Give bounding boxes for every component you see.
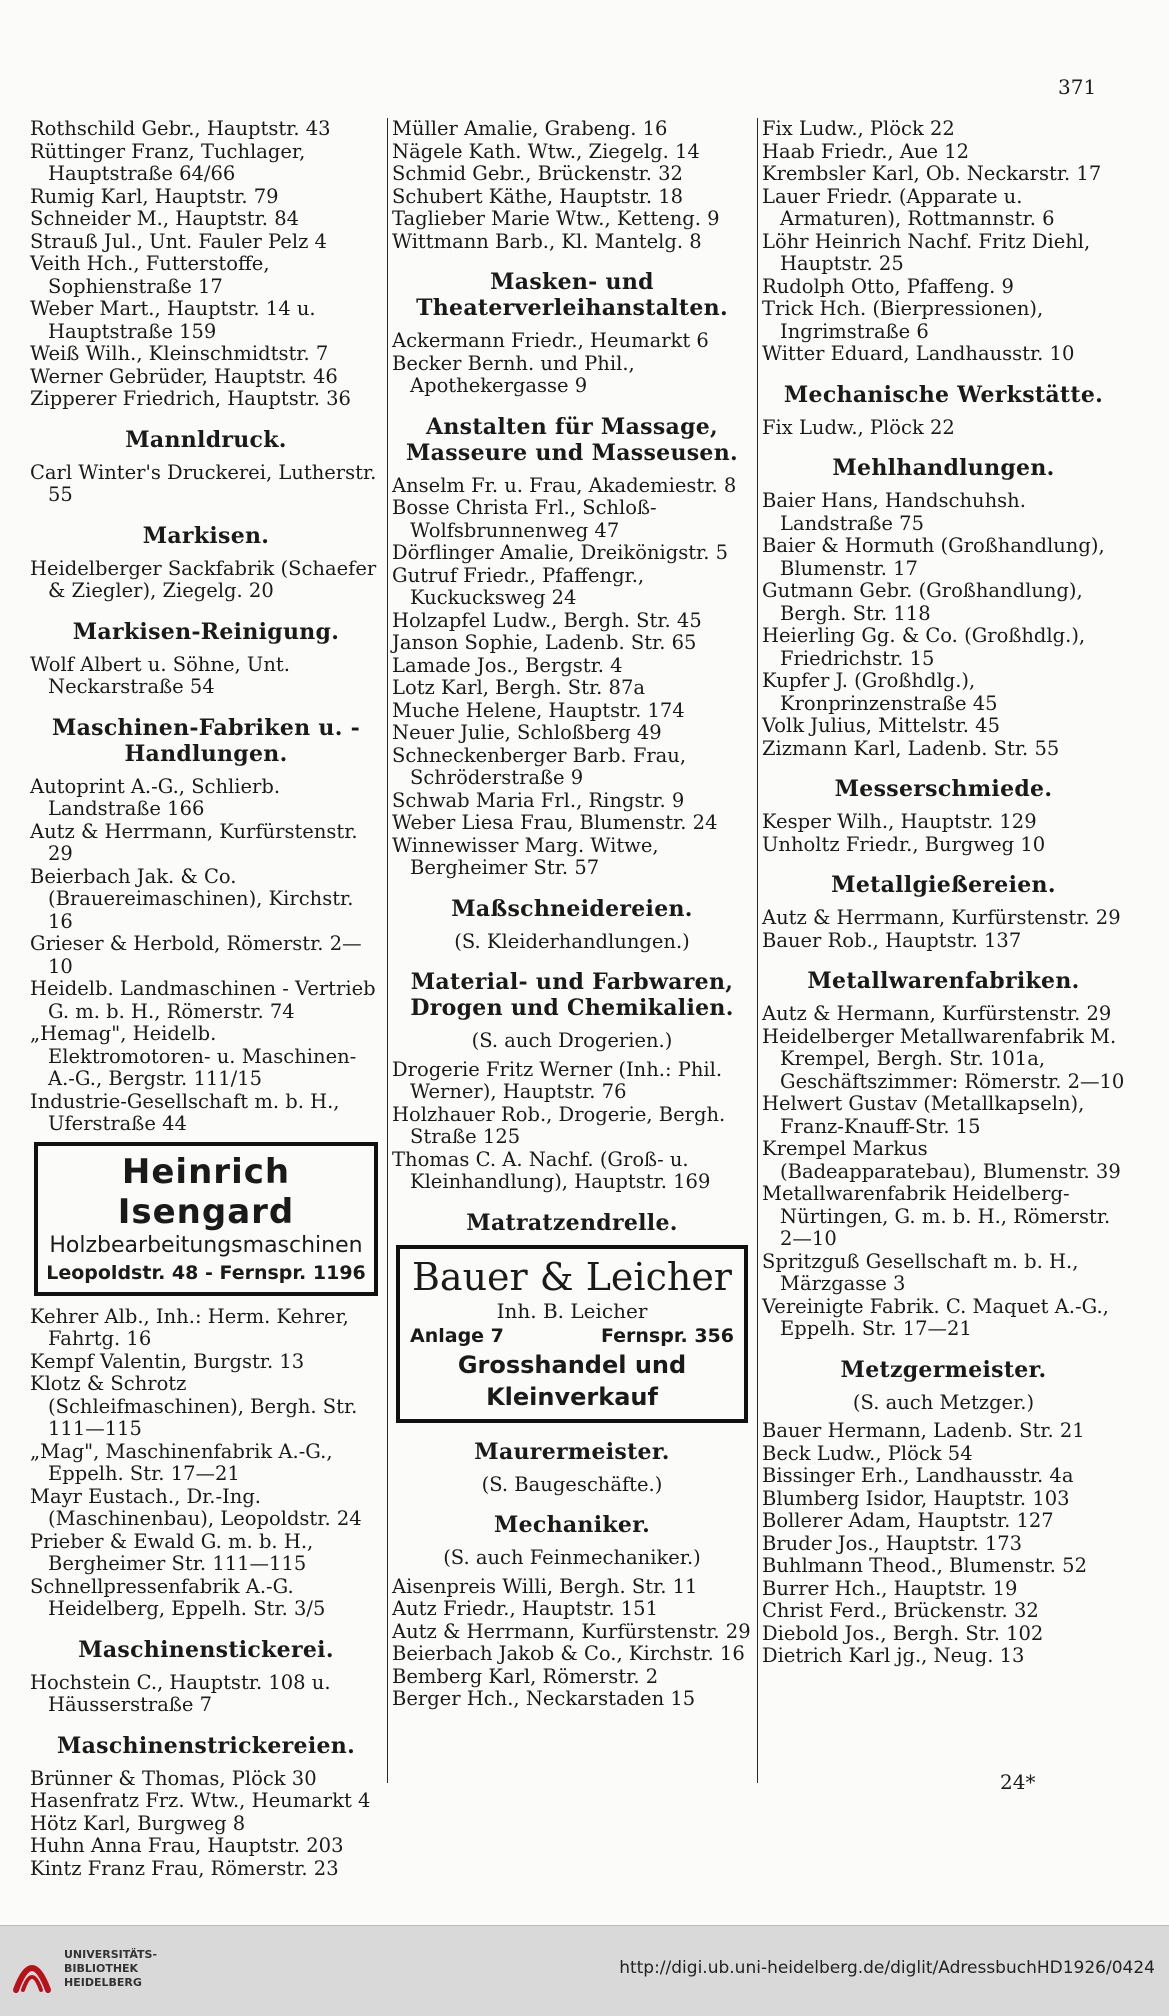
directory-entry: Löhr Heinrich Nachf. Fritz Diehl, Hauptstr. 25: [762, 229, 1091, 275]
category-heading: Mechanische Werkstätte.: [783, 381, 1104, 408]
directory-entry: Berger Hch., Neckarstaden 15: [392, 1687, 696, 1710]
library-name[interactable]: [64, 1948, 157, 1990]
directory-entry: Spritzguß Gesellschaft m. b. H., Märzgasse 3: [762, 1249, 1079, 1295]
directory-entry: Anselm Fr. u. Frau, Akademiestr. 8: [392, 473, 737, 497]
directory-entry: Veith Hch., Futterstoffe, Sophienstraße 17: [30, 252, 270, 298]
directory-entry: Wittmann Barb., Kl. Mantelg. 8: [392, 229, 702, 253]
directory-entry: Fix Ludw., Plöck 22: [762, 117, 955, 140]
directory-entry: Hasenfratz Frz. Wtw., Heumarkt 4: [30, 1789, 371, 1812]
cross-reference-note: (S. Baugeschäfte.): [481, 1472, 663, 1496]
directory-entry: „Mag", Maschinenfabrik A.-G., Eppelh. Str. 17—21: [30, 1439, 333, 1485]
directory-entry: Gutruf Friedr., Pfaffengr., Kuckucksweg 24: [392, 563, 645, 609]
cross-reference-note: (S. auch Feinmechaniker.): [443, 1546, 701, 1569]
directory-entry: Hochstein C., Hauptstr. 108 u. Häusserstraße 7: [30, 1670, 331, 1716]
directory-entry: Kesper Wilh., Hauptstr. 129: [762, 810, 1037, 833]
column-divider: [757, 118, 758, 1783]
directory-entry: Muche Helene, Hauptstr. 174: [392, 698, 685, 722]
category-heading: Maschinen-Fabriken u. -Handlungen.: [51, 714, 361, 767]
ad-owner-line: Inh. B. Leicher: [496, 1298, 648, 1323]
directory-entry: Wolf Albert u. Söhne, Unt. Neckarstraße 54: [30, 652, 290, 698]
directory-entry: Dietrich Karl jg., Neug. 13: [762, 1644, 1025, 1667]
directory-entry: Burrer Hch., Hauptstr. 19: [762, 1576, 1018, 1600]
directory-entry: Autz & Hermann, Kurfürstenstr. 29: [762, 1002, 1112, 1025]
directory-entry: Autz & Herrmann, Kurfürstenstr. 29: [762, 906, 1121, 929]
directory-entry: Kehrer Alb., Inh.: Herm. Kehrer, Fahrtg. 16: [30, 1304, 349, 1350]
ad-tagline: Holzbearbeitungsmaschinen: [49, 1232, 363, 1258]
directory-entry: Industrie-Gesellschaft m. b. H., Uferstraße 44: [30, 1089, 340, 1135]
directory-entry: Helwert Gustav (Metallkapseln), Franz-Knauff-Str. 15: [762, 1092, 1085, 1138]
directory-entry: Kintz Franz Frau, Römerstr. 23: [30, 1856, 339, 1880]
ad-contact-line: Leopoldstr. 48 - Fernspr. 1196: [46, 1261, 366, 1284]
directory-sheet: [30, 117, 1125, 1880]
directory-entry: Lauer Friedr. (Apparate u. Armaturen), Rottmannstr. 6: [762, 184, 1055, 230]
category-heading: Mechaniker.: [493, 1512, 651, 1538]
advertisement-box: [396, 1245, 748, 1423]
directory-entry: Beierbach Jak. & Co. (Brauereimaschinen), Kirchstr. 16: [30, 864, 354, 933]
ad-phone: Fernspr. 356: [600, 1324, 734, 1347]
directory-entry: Rumig Karl, Hauptstr. 79: [30, 184, 279, 208]
directory-entry: Beck Ludw., Plöck 54: [762, 1441, 973, 1465]
cross-reference-note: (S. auch Drogerien.): [471, 1029, 673, 1052]
category-heading: Masken- und Theaterverleihanstalten.: [416, 269, 728, 321]
page-signature: 24*: [1000, 1770, 1036, 1794]
viewer-footer: [0, 1925, 1169, 2016]
directory-entry: Heidelberger Metallwarenfabrik M. Krempel, Bergh. Str. 101a, Geschäftszimmer: Römerstr. 2—10: [762, 1024, 1125, 1093]
directory-entry: Carl Winter's Druckerei, Lutherstr. 55: [30, 460, 377, 506]
directory-entry: Baier & Hormuth (Großhandlung), Blumenstr. 17: [762, 534, 1105, 580]
ad-address: Anlage 7: [410, 1324, 504, 1347]
directory-entry: Diebold Jos., Bergh. Str. 102: [762, 1621, 1044, 1645]
category-heading: Mehlhandlungen.: [832, 455, 1055, 481]
directory-entry: Heidelberger Sackfabrik (Schaefer & Ziegler), Ziegelg. 20: [30, 556, 377, 602]
ad-company-name: Heinrich Isengard: [117, 1151, 295, 1232]
column-3: [762, 118, 1125, 1783]
directory-entry: Mayr Eustach., Dr.-Ing. (Maschinenbau), Leopoldstr. 24: [30, 1484, 362, 1530]
directory-entry: Huhn Anna Frau, Hauptstr. 203: [30, 1834, 344, 1857]
directory-entry: Hötz Karl, Burgweg 8: [30, 1811, 246, 1835]
directory-entry: Bauer Hermann, Ladenb. Str. 21: [762, 1419, 1085, 1442]
directory-entry: Autz Friedr., Hauptstr. 151: [392, 1597, 658, 1620]
category-heading: Anstalten für Massage, Masseure und Masseusen.: [406, 413, 738, 466]
category-heading: Matratzendrelle.: [466, 1209, 678, 1236]
directory-entry: Haab Friedr., Aue 12: [762, 139, 970, 163]
directory-entry: Autz & Herrmann, Kurfürstenstr. 29: [392, 1619, 751, 1643]
directory-entry: Krembsler Karl, Ob. Neckarstr. 17: [762, 162, 1102, 185]
directory-entry: Schubert Käthe, Hauptstr. 18: [392, 184, 684, 208]
directory-entry: Weiß Wilh., Kleinschmidtstr. 7: [30, 342, 329, 365]
ad-contact-line: [408, 1323, 736, 1349]
directory-entry: Kempf Valentin, Burgstr. 13: [30, 1349, 305, 1373]
directory-entry: Rüttinger Franz, Tuchlager, Hauptstraße 64/66: [30, 139, 306, 185]
directory-entry: Schmid Gebr., Brückenstr. 32: [392, 162, 683, 185]
directory-entry: Bosse Christa Frl., Schloß-Wolfsbrunnenweg 47: [392, 496, 657, 542]
category-heading: Messerschmiede.: [834, 776, 1053, 802]
directory-entry: Autz & Herrmann, Kurfürstenstr. 29: [30, 819, 358, 865]
cross-reference-note: (S. Kleiderhandlungen.): [454, 929, 690, 953]
directory-entry: Brünner & Thomas, Plöck 30: [30, 1766, 317, 1790]
directory-entry: Dörflinger Amalie, Dreikönigstr. 5: [392, 541, 729, 564]
directory-entry: Ackermann Friedr., Heumarkt 6: [392, 329, 709, 352]
directory-entry: Weber Liesa Frau, Blumenstr. 24: [392, 811, 718, 834]
directory-entry: Bruder Jos., Hauptstr. 173: [762, 1531, 1023, 1555]
category-heading: Metallgießereien.: [831, 872, 1056, 898]
directory-entry: Janson Sophie, Ladenb. Str. 65: [392, 631, 697, 654]
directory-entry: Thomas C. A. Nachf. (Groß- u. Kleinhandlung), Hauptstr. 169: [392, 1147, 711, 1193]
directory-entry: Zipperer Friedrich, Hauptstr. 36: [30, 387, 351, 410]
directory-entry: Bollerer Adam, Hauptstr. 127: [762, 1509, 1054, 1532]
directory-entry: Schneider M., Hauptstr. 84: [30, 207, 300, 230]
directory-entry: Bissinger Erh., Landhausstr. 4a: [762, 1464, 1074, 1487]
directory-entry: Fix Ludw., Plöck 22: [762, 415, 955, 439]
directory-entry: Schwab Maria Frl., Ringstr. 9: [392, 788, 685, 812]
category-heading: Maßschneidereien.: [451, 895, 693, 922]
directory-entry: Prieber & Ewald G. m. b. H., Bergheimer Str. 111—115: [30, 1529, 314, 1575]
library-name-line: HEIDELBERG: [64, 1976, 142, 1989]
category-heading: Maschinenstrickereien.: [56, 1732, 356, 1759]
directory-entry: Bauer Rob., Hauptstr. 137: [762, 928, 1022, 952]
directory-entry: Klotz & Schrotz (Schleifmaschinen), Bergh. Str. 111—115: [30, 1372, 358, 1440]
directory-entry: Buhlmann Theod., Blumenstr. 52: [762, 1554, 1087, 1577]
directory-entry: Christ Ferd., Brückenstr. 32: [762, 1599, 1039, 1622]
directory-entry: Heidelb. Landmaschinen - Vertrieb G. m. b. H., Römerstr. 74: [30, 977, 376, 1023]
directory-entry: Schnellpressenfabrik A.-G. Heidelberg, Eppelh. Str. 3/5: [30, 1574, 326, 1620]
directory-entry: Kupfer J. (Großhdlg.), Kronprinzenstraße 45: [762, 669, 998, 715]
category-heading: Metallwarenfabriken.: [807, 968, 1080, 994]
directory-entry: Holzhauer Rob., Drogerie, Bergh. Straße 125: [392, 1102, 726, 1148]
directory-entry: Werner Gebrüder, Hauptstr. 46: [30, 364, 338, 388]
directory-entry: Metallwarenfabrik Heidelberg-Nürtingen, G. m. b. H., Römerstr. 2—10: [762, 1182, 1111, 1250]
library-name-line: BIBLIOTHEK: [64, 1962, 139, 1975]
directory-entry: Nägele Kath. Wtw., Ziegelg. 14: [392, 139, 700, 163]
directory-entry: Trick Hch. (Bierpressionen), Ingrimstraße 6: [762, 297, 1044, 343]
library-name-line: UNIVERSITÄTS-: [64, 1948, 158, 1961]
directory-entry: Autoprint A.-G., Schlierb. Landstraße 166: [30, 774, 281, 820]
directory-entry: Holzapfel Ludw., Bergh. Str. 45: [392, 608, 702, 632]
category-heading: Material- und Farbwaren, Drogen und Chemikalien.: [410, 969, 734, 1021]
directory-entry: „Hemag", Heidelb. Elektromotoren- u. Maschinen-A.-G., Bergstr. 111/15: [30, 1022, 357, 1090]
column-2: [392, 118, 752, 1783]
directory-entry: Zizmann Karl, Ladenb. Str. 55: [762, 736, 1060, 760]
directory-entry: Strauß Jul., Unt. Fauler Pelz 4: [30, 229, 327, 253]
directory-entry: Vereinigte Fabrik. C. Maquet A.-G., Eppelh. Str. 17—21: [762, 1294, 1109, 1340]
directory-entry: Rudolph Otto, Pfaffeng. 9: [762, 274, 1014, 298]
directory-entry: Schneckenberger Barb. Frau, Schröderstraße 9: [392, 743, 687, 789]
ad-tagline: Grosshandel und Kleinverkauf: [457, 1350, 687, 1411]
permalink-url[interactable]: http://digi.ub.uni-heidelberg.de/diglit/AdressbuchHD1926/0424: [619, 1958, 1155, 1978]
directory-entry: Bemberg Karl, Römerstr. 2: [392, 1664, 659, 1688]
directory-entry: Lamade Jos., Bergstr. 4: [392, 653, 623, 677]
directory-entry: Volk Julius, Mittelstr. 45: [762, 714, 1000, 737]
directory-entry: Krempel Markus (Badeapparatebau), Blumenstr. 39: [762, 1137, 1121, 1183]
directory-entry: Müller Amalie, Grabeng. 16: [392, 117, 668, 140]
directory-entry: Witter Eduard, Landhausstr. 10: [762, 342, 1075, 365]
ad-company-name: Bauer & Leicher: [412, 1254, 732, 1299]
directory-entry: Drogerie Fritz Werner (Inh.: Phil. Werner), Hauptstr. 76: [392, 1057, 723, 1103]
directory-entry: Winnewisser Marg. Witwe, Bergheimer Str. 57: [392, 833, 659, 879]
advertisement-box: [34, 1142, 378, 1296]
directory-entry: Blumberg Isidor, Hauptstr. 103: [762, 1486, 1070, 1510]
page-number: 371: [1058, 75, 1097, 99]
directory-entry: Weber Mart., Hauptstr. 14 u. Hauptstraße 159: [30, 297, 316, 343]
directory-entry: Aisenpreis Willi, Bergh. Str. 11: [392, 1574, 698, 1598]
category-heading: Mannldruck.: [125, 426, 287, 453]
directory-entry: Beierbach Jakob & Co., Kirchstr. 16: [392, 1642, 745, 1665]
category-heading: Markisen.: [142, 522, 270, 549]
directory-entry: Lotz Karl, Bergh. Str. 87a: [392, 676, 645, 699]
column-divider: [387, 118, 388, 1783]
directory-entry: Unholtz Friedr., Burgweg 10: [762, 832, 1046, 856]
directory-entry: Rothschild Gebr., Hauptstr. 43: [30, 117, 331, 140]
university-library-logo-icon[interactable]: [10, 1940, 54, 1996]
directory-entry: Taglieber Marie Wtw., Ketteng. 9: [392, 207, 720, 230]
category-heading: Metzgermeister.: [840, 1356, 1047, 1383]
category-heading: Maurermeister.: [474, 1438, 670, 1465]
column-1: [30, 117, 382, 1880]
directory-entry: Neuer Julie, Schloßberg 49: [392, 721, 662, 744]
category-heading: Maschinenstickerei.: [78, 1636, 334, 1663]
directory-entry: Gutmann Gebr. (Großhandlung), Bergh. Str. 118: [762, 579, 1083, 625]
directory-entry: Heierling Gg. & Co. (Großhdlg.), Friedrichstr. 15: [762, 624, 1086, 670]
category-heading: Markisen-Reinigung.: [72, 618, 340, 645]
directory-entry: Grieser & Herbold, Römerstr. 2—10: [30, 932, 362, 978]
directory-entry: Becker Bernh. und Phil., Apothekergasse 9: [392, 351, 635, 397]
directory-entry: Baier Hans, Handschuhsh. Landstraße 75: [762, 489, 1026, 535]
cross-reference-note: (S. auch Metzger.): [852, 1390, 1035, 1414]
